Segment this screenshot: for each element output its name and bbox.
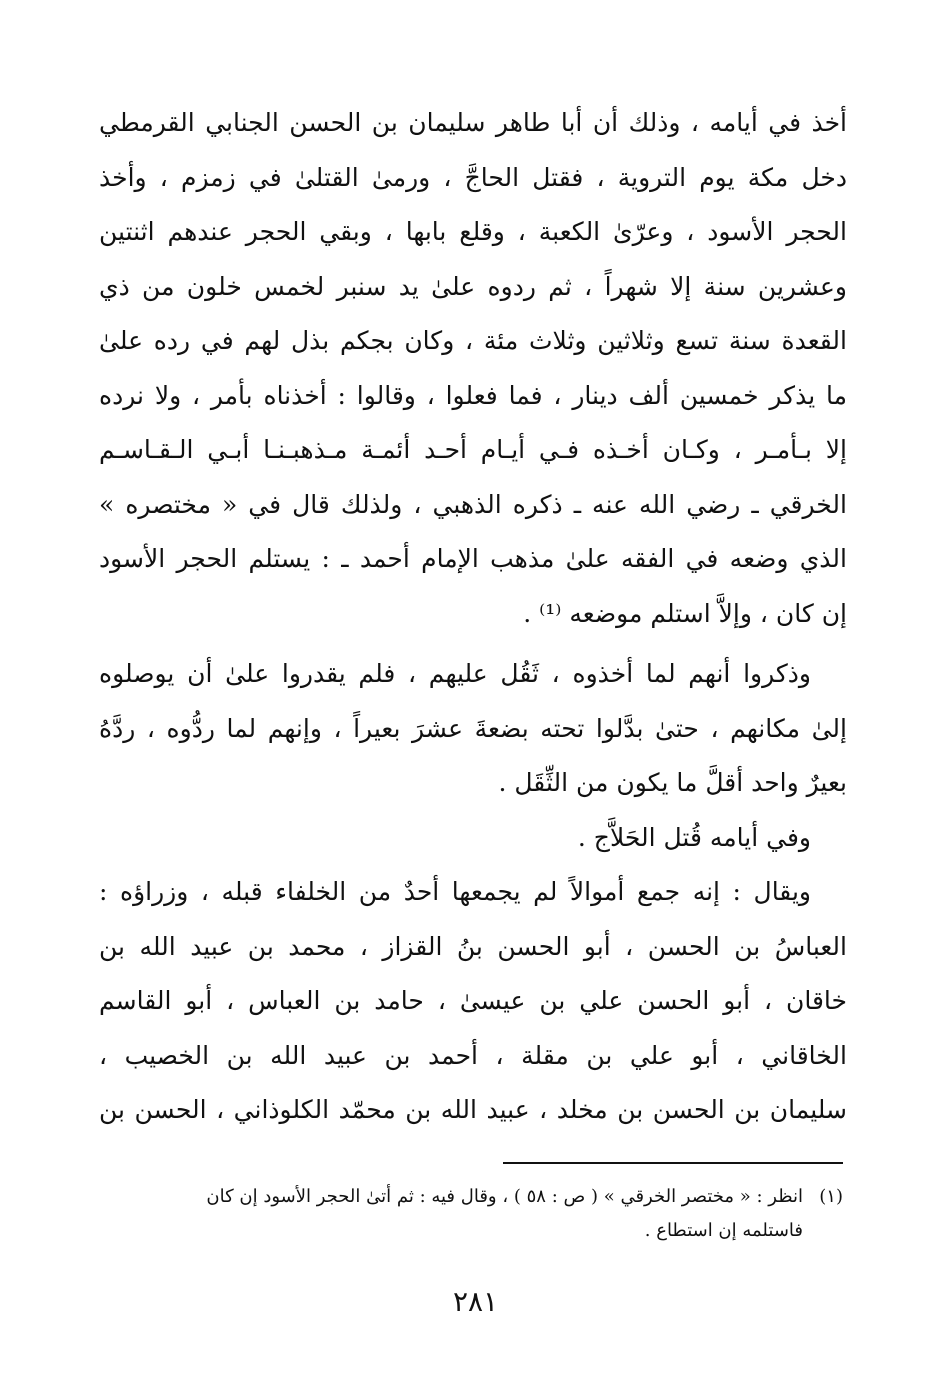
- text-line: الحجر الأسود ، وعرّىٰ الكعبة ، وقلع بابها ، وبقي الحجر عندهم اثنتين: [99, 217, 847, 246]
- text-line: دخل مكة يوم التروية ، فقتل الحاجَّ ، ورمىٰ القتلىٰ في زمزم ، وأخذ: [99, 162, 847, 192]
- text-line: القعدة سنة تسع وثلاثين وثلاث مئة ، وكان بجكم بذل لهم في رده علىٰ: [99, 326, 847, 355]
- main-text: [99, 96, 847, 1138]
- text-line: وعشرين سنة إلا شهراً ، ثم ردوه علىٰ يد سنبر لخمس خلون من ذي: [99, 271, 847, 301]
- text-line: إلىٰ مكانهم ، حتىٰ بدَّلوا تحته بضعةَ عشرَ بعيراً ، وإنهم لما ردُّوه ، ردَّهُ: [99, 713, 847, 743]
- text-line: إلا بـأمـر ، وكـان أخـذه فـي أيـام أحـد أئمـة مـذهبـنـا أبـي الـقـاسـم: [99, 435, 847, 464]
- text-line: الخرقي ـ رضي الله عنه ـ ذكره الذهبي ، ولذلك قال في « مختصره »: [99, 489, 847, 519]
- footnote-number: (١): [819, 1186, 843, 1207]
- text-line: الذي وضعه في الفقه علىٰ مذهب الإمام أحمد ـ : يستلم الحجر الأسود: [99, 544, 847, 573]
- footnote-separator: [503, 1162, 843, 1164]
- footnote-text: انظر : « مختصر الخرقي » ( ص : ٥٨ ) ، وقال فيه : ثم أتىٰ الحجر الأسود إن كان: [206, 1186, 803, 1207]
- footnote-line: فاستلمه إن استطاع .: [644, 1220, 803, 1241]
- text-line: العباسُ بن الحسن ، أبو الحسن بنُ القزاز ، محمد بن عبيد الله بن: [99, 931, 847, 961]
- text-line: أخذ في أيامه ، وذلك أن أبا طاهر سليمان بن الحسن الجنابي القرمطي: [99, 108, 847, 137]
- text-line: ما يذكر خمسين ألف دينار ، فما فعلوا ، وقالوا : أخذناه بأمر ، ولا نرده: [99, 380, 847, 410]
- text-line: بعيرٌ واحد أقلَّ ما يكون من الثِّقَل .: [498, 768, 847, 797]
- text-line: وفي أيامه قُتل الحَلاَّج .: [577, 822, 811, 852]
- text-line: ويقال : إنه جمع أموالاً لم يجمعها أحدٌ من الخلفاء قبله ، وزراؤه :: [99, 877, 811, 906]
- footnote-line: [103, 1180, 843, 1214]
- page-number: ٢٨١: [452, 1285, 499, 1318]
- text-line: وذكروا أنهم لما أخذوه ، ثَقُل عليهم ، فلم يقدروا علىٰ أن يوصلوه: [99, 659, 811, 688]
- footnotes: [103, 1180, 843, 1248]
- text-line: خاقان ، أبو الحسن علي بن عيسىٰ ، حامد بن العباس ، أبو القاسم: [99, 986, 847, 1015]
- text-line: الخاقاني ، أبو علي بن مقلة ، أحمد بن عبيد الله بن الخصيب ،: [99, 1040, 847, 1070]
- text-line: سليمان بن الحسن بن مخلد ، عبيد الله بن محمّد الكلوذاني ، الحسن بن: [99, 1095, 847, 1124]
- text-line: إن كان ، وإلاَّ استلم موضعه ⁽¹⁾ .: [523, 598, 847, 628]
